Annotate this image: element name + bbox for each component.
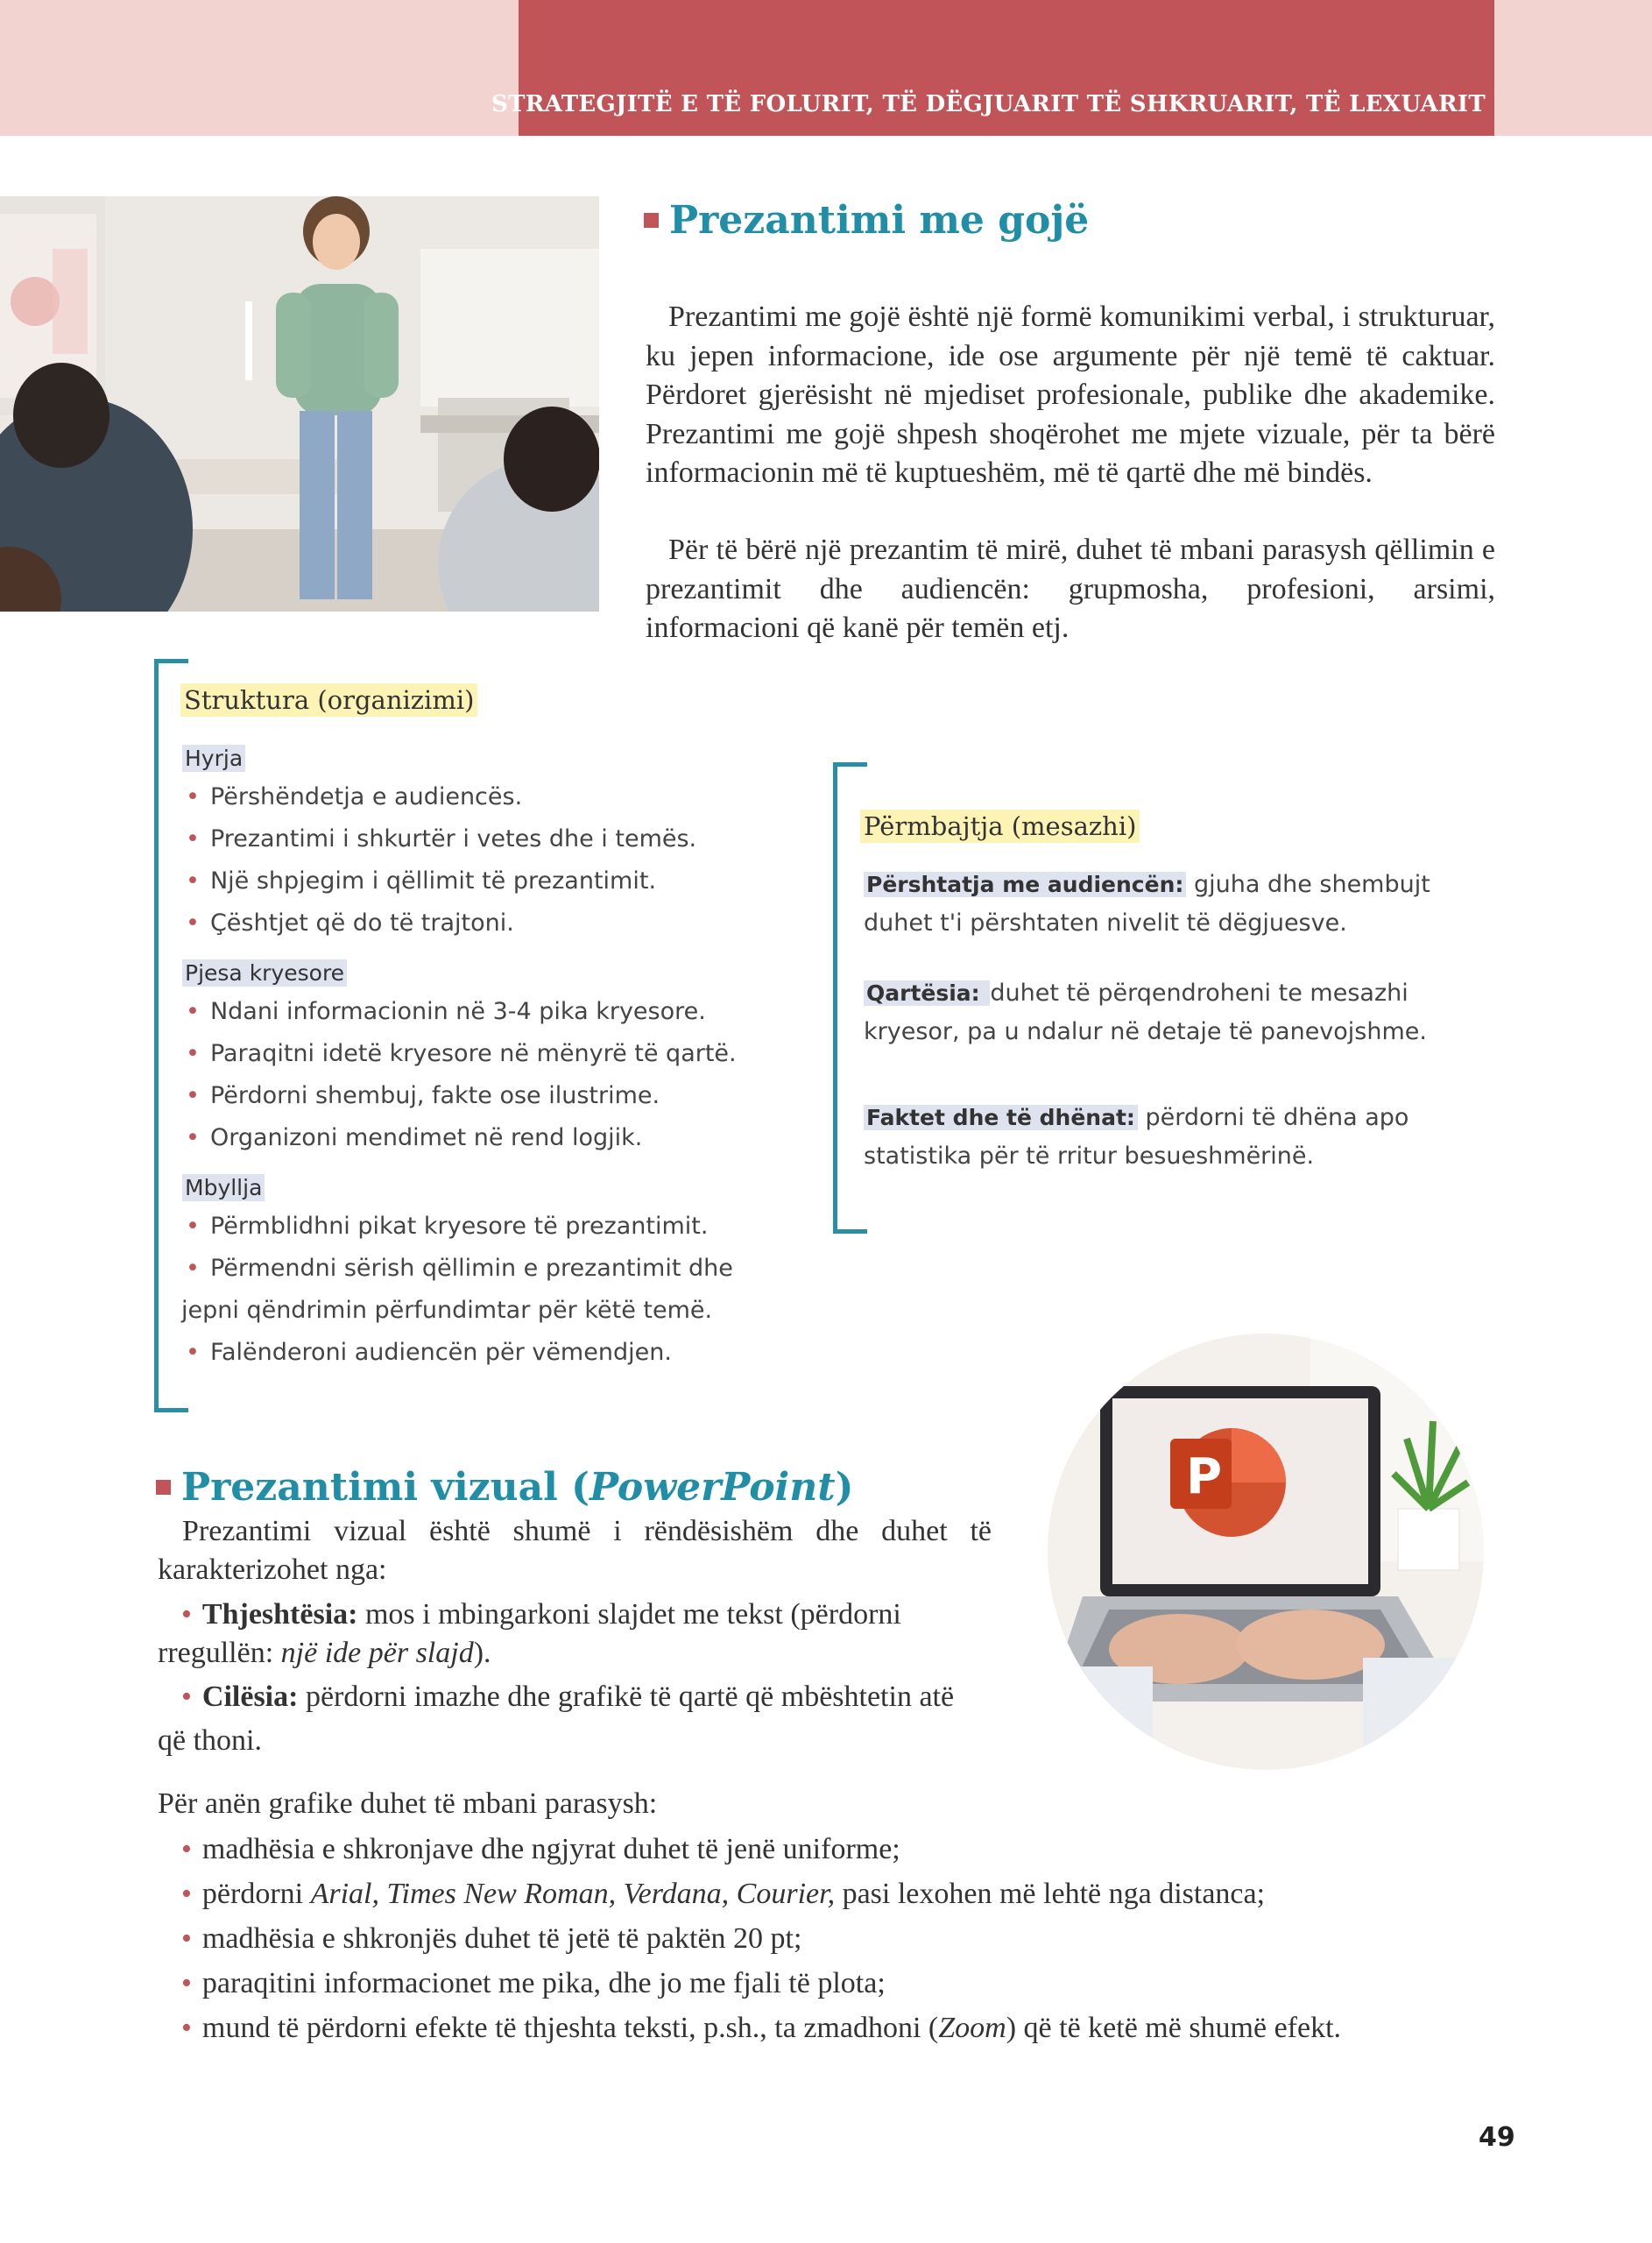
list-item-text: Përdorni shembuj, fakte ose ilustrime. [209,1082,660,1109]
bullet-dot: • [186,1255,200,1282]
item-text: rregullën: [158,1637,281,1669]
running-header: STRATEGJITË E TË FOLURIT, TË DËGJUARIT TË SHKRUARIT, TË LEXUARIT [491,91,1486,117]
text-line: qëllimin e prezantimit dhe audiencën: grupmosha, profesioni, [646,534,1496,605]
text-line: me mjete vizuale, për ta bërë informacionin më të kuptueshëm, [646,417,1495,489]
item-text-italic: Arial, Times New Roman, Verdana, Courier, [310,1878,836,1910]
visual-item-simplicity [181,1593,996,1637]
list-item-text: Përmblidhni pikat kryesore të prezantimit. [209,1213,709,1240]
laptop-powerpoint-image [1048,1334,1484,1770]
visual-intro-paragraph [158,1512,992,1589]
bullet-dot: • [186,1082,200,1109]
content-item-text: përdorni të dhëna apo [1137,1104,1409,1131]
intro-label: Hyrja [182,745,245,772]
graphic-list-item [181,1833,900,1866]
item-text: përdorni imazhe dhe grafikë të qartë që mbështetin atë [298,1680,955,1713]
content-title: Përmbajtja (mesazhi) [860,810,1140,843]
list-item [186,1082,660,1109]
item-text: ). [473,1637,491,1669]
list-item-text: Paraqitni idetë kryesore në mënyrë të qartë. [209,1040,737,1067]
text-line: Prezantimi vizual është shumë i rëndësishëm dhe duhet të [182,1515,992,1547]
content-item-label: Qartësia: [864,980,990,1006]
heading-text-italic: PowerPoint [589,1465,836,1510]
bullet-dot: • [181,2012,192,2044]
list-item [186,1255,733,1282]
list-item [186,1040,737,1067]
list-item-text: Organizoni mendimet në rend logjik. [209,1124,643,1151]
bullet-dot: • [186,1339,200,1366]
text-line: karakterizohet nga: [158,1553,387,1586]
list-item-text: Falënderoni audiencën për vëmendjen. [209,1339,672,1366]
oral-paragraph-1 [646,298,1495,493]
graphic-list-item [181,1922,801,1956]
bullet-dot: • [181,1922,192,1955]
list-item-continuation: jepni qëndrimin përfundimtar për këtë temë. [181,1297,713,1324]
bullet-dot: • [186,1213,200,1240]
heading-bullet-square [644,213,659,228]
list-item [186,998,706,1025]
item-text: paraqitini informacionet me pika, dhe jo me fjali të plota; [201,1967,886,1999]
content-item-text: kryesor, pa u ndalur në detaje të panevojshme. [864,1018,1427,1045]
heading-text: ) [835,1465,854,1510]
visual-item-quality-cont: që thoni. [158,1724,262,1757]
page-number: 49 [1479,2122,1515,2153]
content-item-text: duhet të përqendroheni te mesazhi [990,980,1408,1007]
content-item-text: gjuha dhe shembujt [1186,871,1430,898]
text-line: publike dhe akademike. Prezantimi me gojë shpesh shoqërohet [646,379,1495,450]
list-item-text: Prezantimi i shkurtër i vetes dhe i temës. [209,825,697,853]
bullet-dot: • [186,998,200,1025]
list-item-text: Përshëndetja e audiencës. [209,783,523,810]
list-item-text: Ndani informacionin në 3-4 pika kryesore. [209,998,706,1025]
item-label: Thjeshtësia: [201,1598,358,1631]
item-label: Cilësia: [201,1680,299,1713]
content-item-label: Faktet dhe të dhënat: [864,1105,1138,1130]
list-item-text: Çështjet që do të trajtoni. [209,909,514,937]
content-item-text: duhet t'i përshtaten nivelit të dëgjuesve. [864,909,1347,937]
list-item [186,1124,642,1151]
item-text: pasi lexohen më lehtë nga distanca; [835,1878,1266,1910]
section-heading-oral [644,198,1089,243]
heading-text: Prezantimi me gojë [669,198,1090,243]
graphic-list-item [181,1878,1265,1911]
graphic-list-item [181,2012,1341,2045]
bullet-dot: • [181,1680,192,1713]
text-line: Prezantimi me gojë është një formë komunikimi verbal, i [668,301,1351,333]
list-item-text: Një shpjegim i qëllimit të prezantimit. [209,867,657,895]
content-item-audience [864,866,1494,943]
closing-label: Mbyllja [182,1174,265,1201]
bullet-dot: • [186,783,200,810]
item-text-italic: një ide për slajd [280,1637,474,1669]
text-line: arsimi, informacioni që kanë për temën etj. [646,572,1496,644]
bullet-dot: • [181,1878,192,1910]
bullet-dot: • [181,1967,192,1999]
visual-item-simplicity-cont [158,1637,491,1670]
item-text-italic: Zoom [938,2012,1006,2044]
content-item-text: statistika për të rritur besueshmërinë. [864,1143,1315,1170]
text-line: Për të bërë një prezantim të mirë, duhet të mbani parasysh [668,534,1367,566]
structure-title: Struktura (organizimi) [180,683,477,717]
bullet-dot: • [186,825,200,853]
bullet-dot: • [186,1040,200,1067]
bullet-dot: • [186,867,200,895]
heading-text: Prezantimi vizual ( [181,1465,589,1510]
text-line: temë të caktuar. Përdoret gjerësisht në mjediset profesionale, [646,339,1495,411]
text-line: më të qartë dhe më bindës. [1053,456,1373,489]
list-item [186,909,514,937]
content-item-clarity [864,974,1494,1051]
heading-bullet-square [156,1480,171,1495]
bullet-dot: • [186,909,200,937]
item-text: mos i mbingarkoni slajdet me tekst (përdorni [357,1598,901,1631]
item-text: madhësia e shkronjave dhe ngjyrat duhet të jenë uniforme; [201,1833,900,1865]
item-text: përdorni [201,1878,311,1910]
list-item [186,1339,672,1366]
main-part-label: Pjesa kryesore [182,959,347,987]
list-item-text: Përmendni sërish qëllimin e prezantimit dhe [209,1255,733,1282]
content-item-label: Përshtatja me audiencën: [864,872,1186,897]
list-item [186,825,696,853]
item-text: madhësia e shkronjës duhet të jetë të paktën 20 pt; [201,1922,802,1955]
list-item [186,867,656,895]
visual-item-quality [181,1680,954,1714]
bullet-dot: • [181,1833,192,1865]
content-item-facts [864,1099,1494,1176]
list-item [186,783,522,810]
oral-paragraph-2 [646,531,1495,648]
section-heading-visual [156,1465,853,1510]
bullet-dot: • [181,1598,192,1631]
classroom-photo [0,196,599,612]
graphic-list-item [181,1967,886,2000]
text-line: strukturuar, ku jepen informacione, ide ose argumente për një [646,301,1495,372]
graphic-intro: Për anën grafike duhet të mbani parasysh: [158,1787,658,1820]
bullet-dot: • [186,1124,200,1151]
item-text: ) që të ketë më shumë efekt. [1006,2012,1342,2044]
svg-text:P: P [1186,1448,1223,1505]
list-item [186,1213,708,1240]
item-text: mund të përdorni efekte të thjeshta teksti, p.sh., ta zmadhoni ( [201,2012,939,2044]
